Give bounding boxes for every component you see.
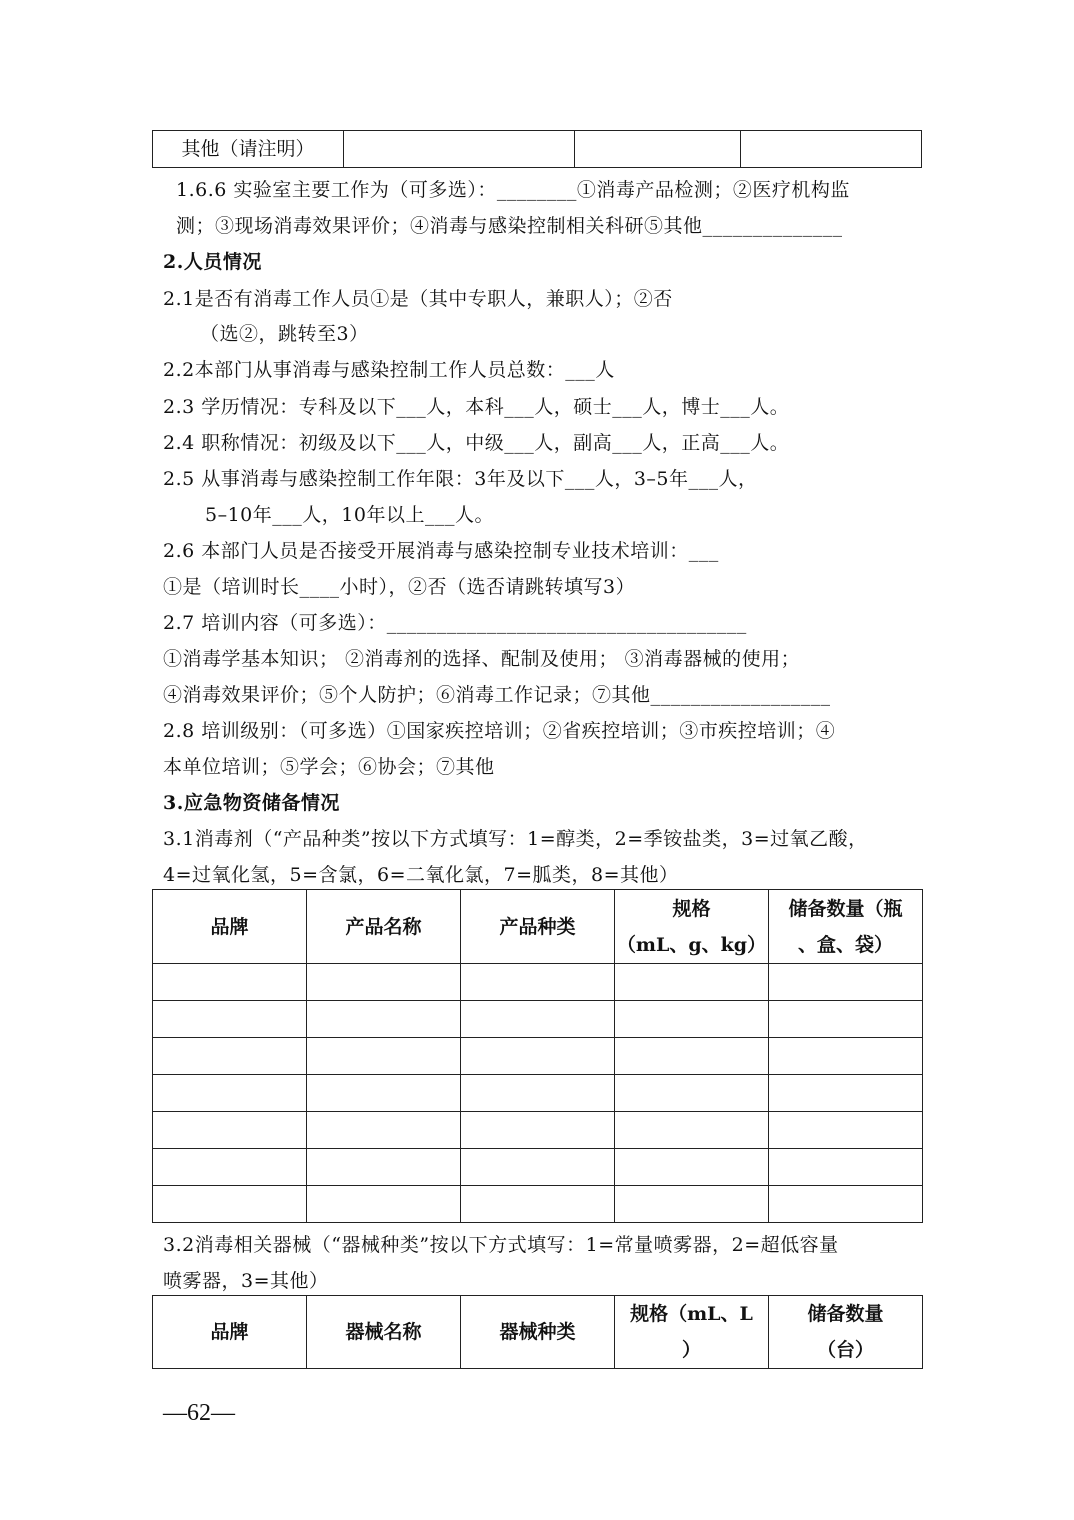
text-line: （选②，跳转至3） (200, 323, 369, 345)
table-cell[interactable] (461, 1038, 615, 1075)
text-line: 喷雾器，3=其他） (163, 1270, 329, 1292)
table-cell[interactable] (615, 964, 769, 1001)
header-cell-brand: 品牌 (153, 890, 307, 964)
table-cell[interactable] (307, 1149, 461, 1186)
text-line: 5–10年___人，10年以上___人。 (205, 504, 494, 526)
table-header-row (153, 1296, 923, 1369)
table-cell[interactable] (461, 1186, 615, 1223)
table-cell[interactable] (769, 1038, 923, 1075)
text-line: 1.6.6 实验室主要工作为（可多选）：________①消毒产品检测；②医疗机构监 (176, 179, 850, 201)
table-cell[interactable] (615, 1075, 769, 1112)
header-cell-quantity: 储备数量 （台） (769, 1296, 923, 1369)
table-cell[interactable] (769, 1186, 923, 1223)
table-cell[interactable] (153, 1038, 307, 1075)
table-cell: 其他（请注明） (153, 131, 344, 168)
text-line: 2.5 从事消毒与感染控制工作年限：3年及以下___人，3–5年___人， (163, 468, 758, 490)
table-cell[interactable] (615, 1001, 769, 1038)
table-cell[interactable] (769, 1001, 923, 1038)
table-cell[interactable] (307, 964, 461, 1001)
text-line: 2.3 学历情况：专科及以下___人，本科___人，硕士___人，博士___人。 (163, 396, 790, 418)
header-cell-equipment-name: 器械名称 (307, 1296, 461, 1369)
table-cell[interactable] (153, 1112, 307, 1149)
header-cell-brand: 品牌 (153, 1296, 307, 1369)
text-line: 2.4 职称情况：初级及以下___人，中级___人，副高___人，正高___人。 (163, 432, 790, 454)
table-cell[interactable] (153, 1075, 307, 1112)
table-row (153, 1038, 923, 1075)
table-cell[interactable] (615, 1149, 769, 1186)
table-row (153, 1075, 923, 1112)
text-line: ①消毒学基本知识； ②消毒剂的选择、配制及使用； ③消毒器械的使用； (163, 648, 801, 670)
table-cell[interactable] (461, 964, 615, 1001)
table-cell[interactable] (769, 1149, 923, 1186)
table-cell (575, 131, 741, 168)
text-line: 3.2消毒相关器械（“器械种类”按以下方式填写：1=常量喷雾器，2=超低容量 (163, 1234, 839, 1256)
text-line: ①是（培训时长____小时），②否（选否请跳转填写3） (163, 576, 636, 598)
table-cell[interactable] (461, 1149, 615, 1186)
text-line: 2.7 培训内容（可多选）：____________________________________ (163, 612, 747, 634)
table-cell[interactable] (615, 1186, 769, 1223)
text-line: 测；③现场消毒效果评价；④消毒与感染控制相关科研⑤其他______________ (176, 215, 843, 237)
table-cell[interactable] (307, 1075, 461, 1112)
table-cell[interactable] (461, 1112, 615, 1149)
table-cell[interactable] (307, 1001, 461, 1038)
text-line: 3.1消毒剂（“产品种类”按以下方式填写：1=醇类，2=季铵盐类，3=过氧乙酸， (163, 828, 868, 850)
table-cell (344, 131, 575, 168)
table-cell[interactable] (769, 1112, 923, 1149)
table-cell[interactable] (307, 1186, 461, 1223)
table-cell[interactable] (153, 1186, 307, 1223)
table-cell[interactable] (461, 1075, 615, 1112)
table-header-row (153, 890, 923, 964)
text-line: 2.2本部门从事消毒与感染控制工作人员总数：___人 (163, 359, 615, 381)
header-cell-quantity: 储备数量（瓶 、盒、袋） (769, 890, 923, 964)
equipment-table (152, 1295, 923, 1369)
table-row (153, 1112, 923, 1149)
disinfectant-table (152, 889, 923, 1223)
text-line: 2.1是否有消毒工作人员①是（其中专职人，兼职人）；②否 (163, 288, 673, 310)
table-row (153, 1149, 923, 1186)
table-cell[interactable] (461, 1001, 615, 1038)
page-number: —62— (163, 1400, 235, 1426)
section-heading: 3.应急物资储备情况 (163, 792, 340, 814)
table-cell[interactable] (307, 1112, 461, 1149)
text-line: 2.6 本部门人员是否接受开展消毒与感染控制专业技术培训：___ (163, 540, 719, 562)
text-line: ④消毒效果评价；⑤个人防护；⑥消毒工作记录；⑦其他__________________ (163, 684, 831, 706)
table-cell[interactable] (615, 1112, 769, 1149)
section-heading: 2.人员情况 (163, 251, 262, 273)
table-cell[interactable] (769, 964, 923, 1001)
table-cell[interactable] (769, 1075, 923, 1112)
header-cell-product-name: 产品名称 (307, 890, 461, 964)
table-cell[interactable] (307, 1038, 461, 1075)
header-cell-spec: 规格（mL、L ） (615, 1296, 769, 1369)
table-cell[interactable] (153, 964, 307, 1001)
table-cell[interactable] (615, 1038, 769, 1075)
text-line: 4=过氧化氢，5=含氯，6=二氧化氯，7=胍类，8=其他） (163, 864, 679, 886)
header-cell-product-type: 产品种类 (461, 890, 615, 964)
table-row (153, 131, 922, 168)
top-table (152, 130, 922, 168)
table-cell[interactable] (153, 1149, 307, 1186)
table-row (153, 1186, 923, 1223)
text-line: 2.8 培训级别：（可多选）①国家疾控培训；②省疾控培训；③市疾控培训；④ (163, 720, 836, 742)
table-cell (741, 131, 922, 168)
table-cell[interactable] (153, 1001, 307, 1038)
table-row (153, 964, 923, 1001)
header-cell-equipment-type: 器械种类 (461, 1296, 615, 1369)
table-row (153, 1001, 923, 1038)
text-line: 本单位培训；⑤学会；⑥协会；⑦其他 (163, 756, 495, 778)
header-cell-spec: 规格 （mL、g、kg） (615, 890, 769, 964)
